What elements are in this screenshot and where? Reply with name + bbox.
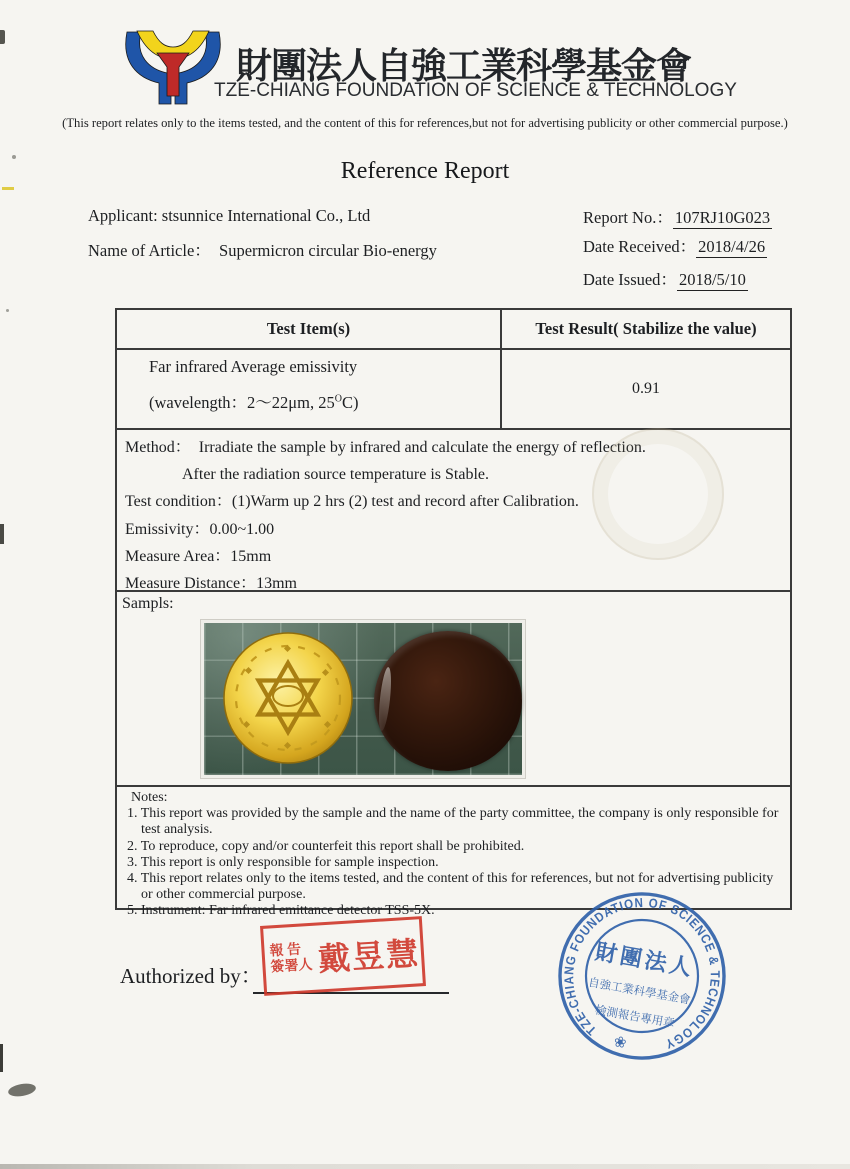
blue-stamp-line1: 財團法人 (593, 938, 697, 981)
date-issued-value: 2018/5/10 (678, 270, 746, 289)
date-received-row (583, 233, 767, 257)
red-stamp-title: 報 告 簽署人 (269, 942, 313, 976)
table-body-row (117, 350, 790, 428)
test-table (115, 308, 792, 430)
sample-photo (201, 620, 525, 778)
report-no-label: Report No.： (583, 208, 673, 227)
date-received-value: 2018/4/26 (698, 237, 766, 256)
article-label: Name of Article： (88, 241, 220, 260)
table-header-item: Test Item(s) (117, 310, 502, 348)
test-result-value: 0.91 (632, 380, 660, 397)
method-line: Measure Distance：13mm (125, 575, 297, 593)
org-name-en: TZE-CHIANG FOUNDATION OF SCIENCE & TECHNOLOGY (214, 80, 737, 101)
method-line: Test condition：(1)Warm up 2 hrs (2) test and record after Calibration. (125, 493, 579, 511)
notes-label: Notes: (131, 790, 168, 805)
applicant-row (88, 206, 370, 226)
signer-name: 戴昱慧 (317, 935, 422, 978)
note-item: 5. Instrument: Far infrared emittance detector TSS-5X. (127, 903, 435, 919)
embossed-seal-watermark (592, 428, 724, 560)
samples-box (115, 592, 792, 787)
date-issued-label: Date Issued： (583, 270, 677, 289)
applicant-label: Applicant: (88, 206, 162, 225)
report-no-value: 107RJ10G023 (674, 208, 771, 227)
test-item-line2: (wavelength：2～22μm, $25^OC$) (149, 393, 359, 412)
table-header-result: Test Result( Stabilize the value) (535, 319, 757, 338)
test-item-line1: Far infrared Average emissivity (149, 357, 358, 376)
foundation-blue-stamp (532, 866, 752, 1086)
applicant-value: stsunnice International Co., Ltd (161, 206, 371, 225)
disc-glare (377, 667, 394, 732)
disclaimer-text: (This report relates only to the items tested, and the content of this for references,but not for advertising publicity or other commercial purpose.) (62, 116, 788, 130)
article-row (88, 237, 437, 261)
report-title: Reference Report (340, 158, 510, 184)
scan-artifact (0, 524, 4, 544)
scan-artifact (12, 155, 16, 159)
scan-edge-shadow (0, 1164, 850, 1169)
article-value: Supermicron circular Bio-energy (219, 241, 437, 260)
note-item: 2. To reproduce, copy and/or counterfeit this report shall be prohibited. (127, 838, 525, 854)
authorized-label: Authorized by： (120, 964, 262, 988)
blue-stamp-icon (532, 866, 752, 1086)
blue-stamp-line3: 檢測報告專用章 (594, 1004, 676, 1031)
org-name-zh: 財團法人自強工業科學基金會 (236, 46, 692, 86)
method-line: Emissivity：0.00~1.00 (125, 520, 275, 538)
method-line: Method： Irradiate the sample by infrared and calculate the energy of reflection. (125, 439, 646, 456)
scan-artifact (2, 187, 14, 190)
signer-red-stamp (260, 916, 426, 996)
date-issued-row (583, 266, 748, 290)
method-line: After the radiation source temperature is Stable. (182, 466, 489, 484)
scan-artifact (7, 1082, 37, 1099)
flower-icon: ❀ (612, 1034, 628, 1053)
note-item: 3. This report is only responsible for sample inspection. (127, 854, 439, 870)
blue-stamp-line2: 自強工業科學基金會 (587, 976, 692, 1007)
scan-artifact (0, 1044, 3, 1072)
method-line: Measure Area：15mm (125, 547, 272, 565)
samples-label: Sampls: (122, 595, 174, 612)
scan-artifact (6, 309, 9, 312)
note-item: 1. This report was provided by the sample and the name of the party committee, the company is only responsible for test analysis. (127, 806, 779, 838)
gold-coin-sample (222, 632, 354, 764)
scan-artifact (0, 30, 5, 44)
blue-stamp-ring-text: TZE-CHIANG FOUNDATION OF SCIENCE & TECHNOLOGY (561, 894, 723, 1053)
test-item-cell (117, 350, 502, 428)
dark-disc-sample (374, 631, 522, 771)
table-header-row (117, 310, 790, 350)
report-no-row (583, 204, 772, 228)
date-received-label: Date Received： (583, 237, 697, 256)
note-item: 4. This report relates only to the items tested, and the content of this for references, but not for advertising publicity or other commercial purpose. (127, 871, 774, 903)
